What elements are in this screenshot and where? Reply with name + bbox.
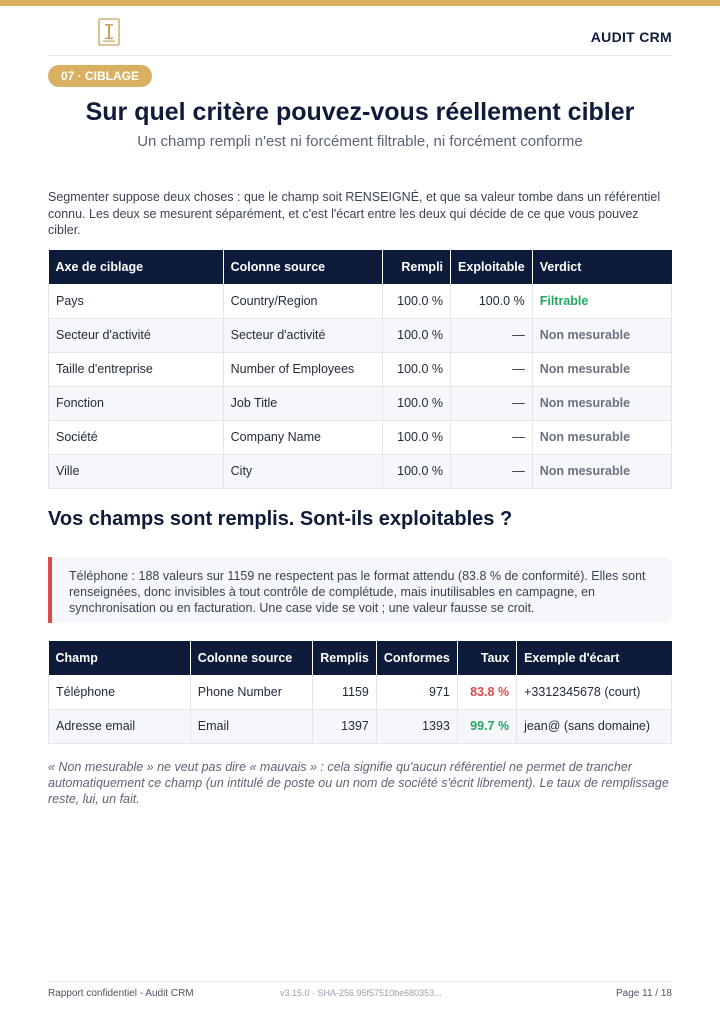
footnote: « Non mesurable » ne veut pas dire « mauvais » : cela signifie qu'aucun référentiel ne permet de trancher automatiquement ce champ (un intitulé de poste ou un nom de société s'écrit librement). Le taux de remplissage reste, lui, un fait. bbox=[48, 760, 669, 806]
cell-axis: Secteur d'activité bbox=[49, 318, 224, 352]
footer-version-hash: v3.15.0 · SHA-256 95f57510be680353... bbox=[280, 988, 442, 998]
cell-verdict: Non mesurable bbox=[532, 386, 671, 420]
cell-field: Téléphone bbox=[49, 675, 191, 709]
cell-verdict: Non mesurable bbox=[532, 420, 671, 454]
table-row bbox=[49, 420, 672, 454]
cell-source: Secteur d'activité bbox=[223, 318, 383, 352]
cell-filled: 100.0 % bbox=[383, 284, 451, 318]
cell-filled: 100.0 % bbox=[383, 386, 451, 420]
cell-filled: 100.0 % bbox=[383, 454, 451, 488]
cell-axis: Ville bbox=[49, 454, 224, 488]
cell-field: Adresse email bbox=[49, 709, 191, 743]
cell-axis: Taille d'entreprise bbox=[49, 352, 224, 386]
cell-usable: — bbox=[451, 386, 533, 420]
top-accent-bar bbox=[0, 0, 720, 6]
cell-rate: 99.7 % bbox=[457, 709, 516, 743]
column-header-source: Colonne source bbox=[223, 250, 383, 284]
cell-usable: — bbox=[451, 454, 533, 488]
column-header-verdict: Verdict bbox=[532, 250, 671, 284]
cell-source: Email bbox=[190, 709, 312, 743]
cell-usable: — bbox=[451, 318, 533, 352]
cell-axis: Pays bbox=[49, 284, 224, 318]
cell-source: Country/Region bbox=[223, 284, 383, 318]
cell-verdict: Filtrable bbox=[532, 284, 671, 318]
cell-example: +3312345678 (court) bbox=[517, 675, 672, 709]
cell-source: Number of Employees bbox=[223, 352, 383, 386]
footer-confidential-label: Rapport confidentiel - Audit CRM bbox=[48, 988, 194, 999]
intro-paragraph: Segmenter suppose deux choses : que le champ soit RENSEIGNÉ, et que sa valeur tombe dans un référentiel connu. Les deux se mesurent séparément, et c'est l'écart entre les deux qui décide de ce que vous pouvez cibler. bbox=[48, 190, 661, 237]
table-row bbox=[49, 352, 672, 386]
cell-source: City bbox=[223, 454, 383, 488]
table-row bbox=[49, 675, 672, 709]
cell-conform: 1393 bbox=[376, 709, 457, 743]
column-header-example: Exemple d'écart bbox=[517, 641, 672, 675]
page-footer bbox=[48, 981, 672, 1011]
page-title: Sur quel critère pouvez-vous réellement cibler bbox=[85, 98, 635, 126]
cell-verdict: Non mesurable bbox=[532, 454, 671, 488]
column-header-filled: Remplis bbox=[313, 641, 377, 675]
cell-usable: — bbox=[451, 420, 533, 454]
cell-filled: 100.0 % bbox=[383, 420, 451, 454]
cell-filled: 100.0 % bbox=[383, 318, 451, 352]
cell-usable: — bbox=[451, 352, 533, 386]
table-header-row bbox=[49, 250, 672, 284]
column-header-field: Champ bbox=[49, 641, 191, 675]
column-header-usable: Exploitable bbox=[451, 250, 533, 284]
cell-source: Company Name bbox=[223, 420, 383, 454]
cell-usable: 100.0 % bbox=[451, 284, 533, 318]
cell-rate: 83.8 % bbox=[457, 675, 516, 709]
page-subtitle: Un champ rempli n'est ni forcément filtrable, ni forcément conforme bbox=[137, 133, 583, 150]
cell-axis: Fonction bbox=[49, 386, 224, 420]
cell-verdict: Non mesurable bbox=[532, 318, 671, 352]
column-header-axis: Axe de ciblage bbox=[49, 250, 224, 284]
table-row bbox=[49, 454, 672, 488]
pillar-logo-icon bbox=[98, 18, 120, 46]
table-row bbox=[49, 386, 672, 420]
column-header-source: Colonne source bbox=[190, 641, 312, 675]
column-header-conform: Conformes bbox=[376, 641, 457, 675]
cell-filled: 1397 bbox=[313, 709, 377, 743]
footer-page-number: Page 11 / 18 bbox=[616, 988, 672, 999]
cell-filled: 1159 bbox=[313, 675, 377, 709]
table-row bbox=[49, 284, 672, 318]
cell-filled: 100.0 % bbox=[383, 352, 451, 386]
cell-conform: 971 bbox=[376, 675, 457, 709]
section-heading: Vos champs sont remplis. Sont-ils exploitables ? bbox=[48, 508, 513, 530]
column-header-filled: Rempli bbox=[383, 250, 451, 284]
targeting-table bbox=[48, 250, 672, 489]
cell-source: Phone Number bbox=[190, 675, 312, 709]
table-header-row bbox=[49, 641, 672, 675]
cell-source: Job Title bbox=[223, 386, 383, 420]
cell-verdict: Non mesurable bbox=[532, 352, 671, 386]
column-header-rate: Taux bbox=[457, 641, 516, 675]
section-pill: 07 · CIBLAGE bbox=[48, 65, 152, 87]
page-header bbox=[48, 14, 672, 56]
table-row bbox=[49, 318, 672, 352]
cell-example: jean@ (sans domaine) bbox=[517, 709, 672, 743]
table-row bbox=[49, 709, 672, 743]
conformity-table bbox=[48, 641, 672, 744]
brand-title: AUDIT CRM bbox=[590, 29, 672, 45]
warning-callout: Téléphone : 188 valeurs sur 1159 ne respectent pas le format attendu (83.8 % de conformité). Elles sont renseignées, donc invisibles à tout contrôle de complétude, mais inutilisables en campagne, en synchronisation ou en facturation. Une case vide se voit ; une valeur fausse se croit. bbox=[48, 557, 672, 623]
cell-axis: Société bbox=[49, 420, 224, 454]
